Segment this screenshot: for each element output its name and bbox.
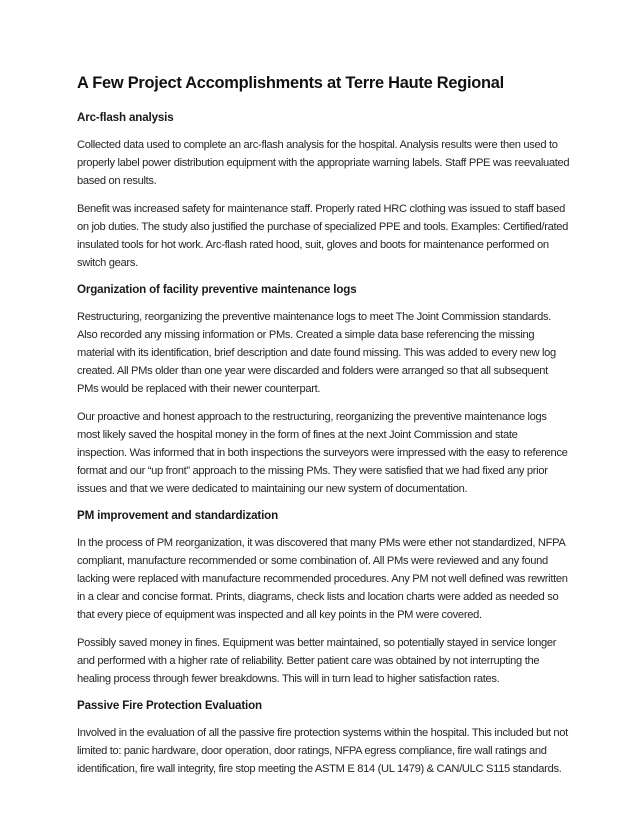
paragraph: Our proactive and honest approach to the restructuring, reorganizing the preventive maintenance logs most likely saved the hospital money in the form of fines at the next Joint Commission and state inspection. Was informed that in both inspections the surveyors were impressed with the easy to reference format and our “up front” approach to the missing PMs. They were satisfied that we had fixed any prior issues and that we were dedicated to maintaining our new system of documentation. <box>77 411 568 495</box>
paragraph: Restructuring, reorganizing the preventive maintenance logs to meet The Joint Commission standards. Also recorded any missing information or PMs. Created a simple data base referencing the missing material with its identification, brief description and date found missing. This was added to every new log created. All PMs older than one year were discarded and folders were arranged so that all subsequent PMs would be replaced with their newer counterpart. <box>77 311 556 395</box>
section-passive-fire-protection <box>77 699 570 778</box>
section-heading: Passive Fire Protection Evaluation <box>77 699 262 712</box>
section-heading: PM improvement and standardization <box>77 509 279 522</box>
paragraph: Benefit was increased safety for maintenance staff. Properly rated HRC clothing was issued to staff based on job duties. The study also justified the purchase of specialized PPE and tools. Examples: Certified/rated insulated tools for hot work. Arc-flash rated hood, suit, gloves and boots for maintenance performed on switch gears. <box>77 203 568 269</box>
paragraph: Involved in the evaluation of all the passive fire protection systems within the hospital. This included but not limited to: panic hardware, door operation, door ratings, NFPA egress compliance, fire wall ratings and identification, fire wall integrity, fire stop meeting the ASTM E 814 (UL 1479) & CAN/ULC S115 standards. <box>77 727 568 775</box>
section-arc-flash-analysis <box>77 111 570 272</box>
paragraph: Collected data used to complete an arc-flash analysis for the hospital. Analysis results were then used to properly label power distribution equipment with the appropriate warning labels. Staff PPE was reevaluated based on results. <box>77 139 570 187</box>
document-title: A Few Project Accomplishments at Terre Haute Regional <box>77 74 504 92</box>
section-pm-improvement <box>77 509 570 688</box>
section-heading: Arc-flash analysis <box>77 111 174 124</box>
section-preventive-maintenance-logs <box>77 283 570 498</box>
paragraph: In the process of PM reorganization, it was discovered that many PMs were ether not standardized, NFPA compliant, manufacture recommended or some combination of. All PMs were reviewed and any found lacking were replaced with manufacture recommended procedures. Any PM not well defined was rewritten in a clear and concise format. Prints, diagrams, check lists and location charts were added as needed so that every piece of equipment was inspected and all key points in the PM were covered. <box>77 537 568 621</box>
section-heading: Organization of facility preventive maintenance logs <box>77 283 357 296</box>
paragraph: Possibly saved money in fines. Equipment was better maintained, so potentially stayed in service longer and performed with a higher rate of reliability. Better patient care was obtained by not interrupting the healing process through fewer breakdowns. This will in turn lead to higher satisfaction rates. <box>77 637 557 685</box>
